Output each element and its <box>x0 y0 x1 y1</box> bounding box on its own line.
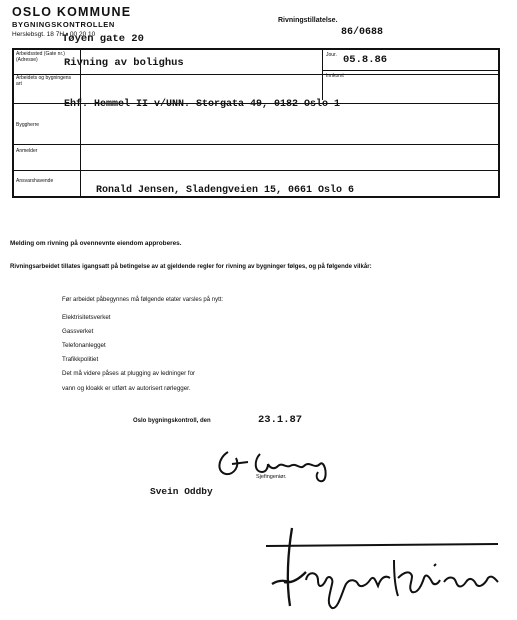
label-owner: Byggherre <box>16 122 40 128</box>
label-parcel: Jour. <box>326 52 337 58</box>
place-date-label: Oslo bygningskontroll, den <box>133 418 211 424</box>
form-right-rule <box>322 70 498 71</box>
label-applicant: Anmelder <box>16 148 38 154</box>
signatory-name: Svein Oddby <box>150 486 213 497</box>
label-responsible: Ansvarshavende <box>16 178 54 184</box>
org-address: Herslebsgt. 18 7H • 00 20 10 <box>12 31 96 38</box>
conditions-line: Rivningsarbeidet tillates igangsatt på betingelse av at gjeldende regler for rivning av bygninger følges, og på følgende vilkår: <box>10 263 372 270</box>
org-name: OSLO KOMMUNE <box>12 5 132 19</box>
work-description-value: Rivning av bolighus <box>64 57 184 69</box>
date-received-value: 05.8.86 <box>343 54 388 66</box>
label-received: Innkomt <box>326 73 344 79</box>
label-work-location: Arbeidssted (Gate nr.) (Adresse) <box>16 51 65 63</box>
form-row-rule-1 <box>14 74 498 75</box>
responsible-value: Ronald Jensen, Sladengveien 15, 0661 Oslo 6 <box>96 185 355 196</box>
typed-street-address: Tøyen gate 20 <box>62 33 144 45</box>
notify-item-traffic-police: Trafikkpolitiet <box>62 356 99 363</box>
notify-item-gas: Gassverket <box>62 328 94 335</box>
label-property-type: Arbeidets og bygningens art <box>16 75 72 87</box>
notify-item-telephone: Telefonanlegget <box>62 342 106 349</box>
extra-line-2: vann og kloakk er utført av autorisert rørlegger. <box>62 385 191 392</box>
owner-value: Ehf. Hemmel II v/UNN. Storgata 49, 0182 Oslo 1 <box>64 99 341 110</box>
second-signature <box>262 522 502 618</box>
decision-date: 23.1.87 <box>258 414 303 426</box>
notify-intro: Før arbeidet påbegynnes må følgende etater varsles på nytt: <box>62 297 224 303</box>
approval-line: Melding om rivning på ovennevnte eiendom approberes. <box>10 240 182 247</box>
form-row-rule-3 <box>14 144 498 145</box>
document-title: Rivningstillatelse. <box>278 17 338 24</box>
form-label-divider <box>80 50 81 196</box>
permit-form <box>12 48 500 198</box>
document-number: 86/0688 <box>341 27 384 38</box>
signatory-title: Sjefingeniør. <box>256 474 287 480</box>
dept-name: BYGNINGSKONTROLLEN <box>12 20 115 29</box>
notify-item-electricity: Elektrisitetsverket <box>62 314 111 321</box>
form-right-divider <box>322 50 323 100</box>
extra-line-1: Det må videre påses at plugging av ledninger for <box>62 370 196 377</box>
form-row-rule-4 <box>14 170 498 171</box>
